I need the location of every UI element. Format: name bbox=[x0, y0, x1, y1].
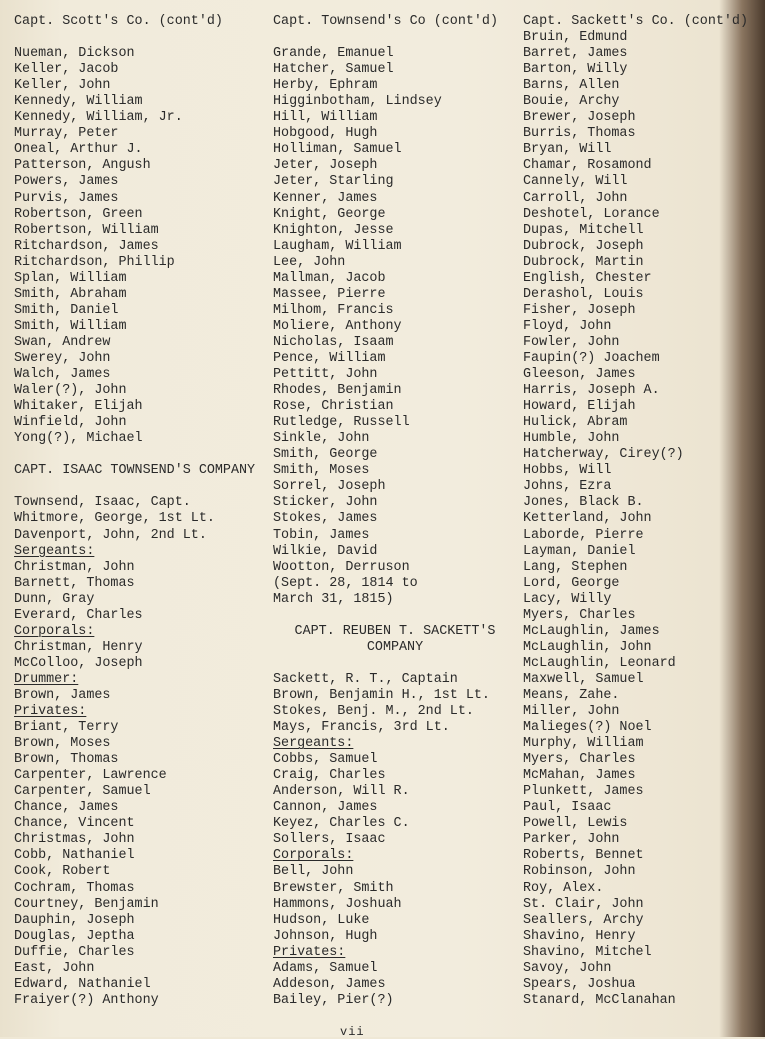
roster-entry: Myers, Charles bbox=[523, 752, 636, 768]
roster-entry: Maxwell, Samuel bbox=[523, 671, 644, 687]
roster-entry: Holliman, Samuel bbox=[273, 142, 402, 158]
column-heading: Capt. Sackett's Co. (cont'd) bbox=[523, 14, 748, 29]
roster-entry: Lacy, Willy bbox=[523, 591, 612, 607]
roster-entry: Humble, John bbox=[523, 431, 620, 447]
roster-entry: Lord, George bbox=[523, 575, 620, 591]
roster-entry: Jeter, Starling bbox=[273, 174, 394, 190]
roster-entry: Stanard, McClanahan bbox=[523, 992, 676, 1008]
rank-heading: Sergeants: bbox=[273, 736, 354, 752]
roster-entry: Murphy, William bbox=[523, 736, 644, 752]
roster-entry: Sackett, R. T., Captain bbox=[273, 671, 458, 687]
roster-entry: Seallers, Archy bbox=[523, 912, 644, 928]
roster-entry: Swan, Andrew bbox=[14, 334, 111, 350]
roster-entry: Waler(?), John bbox=[14, 383, 127, 399]
roster-entry: Brown, James bbox=[14, 687, 111, 703]
roster-entry: Davenport, John, 2nd Lt. bbox=[14, 527, 207, 543]
column-right bbox=[523, 14, 749, 1009]
roster-entry: Bouie, Archy bbox=[523, 94, 620, 110]
roster-entry: Harris, Joseph A. bbox=[523, 383, 660, 399]
roster-entry: Chance, Vincent bbox=[14, 816, 135, 832]
roster-entry: Tobin, James bbox=[273, 527, 370, 543]
roster-entry: Howard, Elijah bbox=[523, 399, 636, 415]
roster-entry: Lee, John bbox=[273, 254, 346, 270]
roster-entry: Walch, James bbox=[14, 367, 111, 383]
roster-entry: Jones, Black B. bbox=[523, 495, 644, 511]
roster-entry: Courtney, Benjamin bbox=[14, 896, 159, 912]
blank-line bbox=[14, 30, 264, 46]
roster-entry: Cochram, Thomas bbox=[14, 880, 135, 896]
roster-entry: McLaughlin, Leonard bbox=[523, 655, 676, 671]
roster-entry: Shavino, Mitchel bbox=[523, 944, 652, 960]
roster-entry: Smith, William bbox=[14, 318, 127, 334]
roster-entry: Malieges(?) Noel bbox=[523, 720, 652, 736]
roster-entry: Sinkle, John bbox=[273, 431, 370, 447]
roster-entry: Nueman, Dickson bbox=[14, 46, 135, 62]
column-middle bbox=[273, 14, 517, 1009]
roster-entry: March 31, 1815) bbox=[273, 591, 394, 607]
roster-entry: Anderson, Will R. bbox=[273, 784, 410, 800]
roster-entry: Hulick, Abram bbox=[523, 415, 628, 431]
roster-entry: Ketterland, John bbox=[523, 511, 652, 527]
roster-entry: Smith, Moses bbox=[273, 463, 370, 479]
roster-entry: Barton, Willy bbox=[523, 62, 628, 78]
roster-entry: Moliere, Anthony bbox=[273, 318, 402, 334]
roster-entry: Briant, Terry bbox=[14, 720, 119, 736]
roster-entry: Keller, Jacob bbox=[14, 62, 119, 78]
roster-entry: Means, Zahe. bbox=[523, 687, 620, 703]
roster-entry: Cannon, James bbox=[273, 800, 378, 816]
rank-heading: Corporals: bbox=[14, 623, 95, 639]
roster-entry: Mallman, Jacob bbox=[273, 270, 386, 286]
roster-entry: McColloo, Joseph bbox=[14, 655, 143, 671]
roster-entry: Savoy, John bbox=[523, 960, 612, 976]
roster-entry: Brown, Thomas bbox=[14, 752, 119, 768]
roster-entry: Chance, James bbox=[14, 800, 119, 816]
roster-entry: (Sept. 28, 1814 to bbox=[273, 575, 418, 591]
blank-line bbox=[14, 447, 264, 463]
company-heading: CAPT. REUBEN T. SACKETT'S bbox=[294, 623, 496, 639]
roster-entry: Brewster, Smith bbox=[273, 880, 394, 896]
page-number: vii bbox=[340, 1025, 365, 1039]
roster-entry: Barns, Allen bbox=[523, 78, 620, 94]
roster-entry: Murray, Peter bbox=[14, 126, 119, 142]
roster-entry: Dauphin, Joseph bbox=[14, 912, 135, 928]
rank-heading: Privates: bbox=[273, 944, 346, 960]
roster-entry: Splan, William bbox=[14, 270, 127, 286]
rank-heading: Privates: bbox=[14, 704, 87, 720]
roster-entry: Cobb, Nathaniel bbox=[14, 848, 135, 864]
roster-entry: Spears, Joshua bbox=[523, 976, 636, 992]
blank-line bbox=[273, 30, 517, 46]
column-heading: Capt. Townsend's Co (cont'd) bbox=[273, 14, 498, 29]
roster-entry: Faupin(?) Joachem bbox=[523, 350, 660, 366]
roster-entry: Myers, Charles bbox=[523, 607, 636, 623]
roster-entry: Layman, Daniel bbox=[523, 543, 636, 559]
roster-entry: East, John bbox=[14, 960, 95, 976]
roster-entry: Fraiyer(?) Anthony bbox=[14, 992, 159, 1008]
roster-entry: Ritchardson, Phillip bbox=[14, 254, 175, 270]
roster-entry: Paul, Isaac bbox=[523, 800, 612, 816]
roster-entry: Johns, Ezra bbox=[523, 479, 612, 495]
roster-entry: Kennedy, William, Jr. bbox=[14, 110, 183, 126]
roster-entry: Keyez, Charles C. bbox=[273, 816, 410, 832]
rank-heading: Corporals: bbox=[273, 848, 354, 864]
column-left bbox=[14, 14, 264, 1009]
roster-entry: Hill, William bbox=[273, 110, 378, 126]
blank-line bbox=[273, 656, 517, 672]
roster-entry: Dunn, Gray bbox=[14, 591, 95, 607]
roster-entry: Sollers, Isaac bbox=[273, 832, 386, 848]
roster-entry: Kenner, James bbox=[273, 190, 378, 206]
roster-entry: Dubrock, Martin bbox=[523, 254, 644, 270]
roster-entry: Hobgood, Hugh bbox=[273, 126, 378, 142]
roster-entry: Rose, Christian bbox=[273, 399, 394, 415]
roster-entry: Higginbotham, Lindsey bbox=[273, 94, 442, 110]
roster-entry: Robertson, William bbox=[14, 222, 159, 238]
roster-entry: Everard, Charles bbox=[14, 607, 143, 623]
roster-entry: Bruin, Edmund bbox=[523, 30, 628, 46]
roster-entry: Stokes, James bbox=[273, 511, 378, 527]
roster-entry: Dupas, Mitchell bbox=[523, 222, 644, 238]
roster-entry: Barret, James bbox=[523, 46, 628, 62]
company-heading: COMPANY bbox=[366, 639, 424, 655]
roster-entry: Plunkett, James bbox=[523, 784, 644, 800]
roster-entry: Fowler, John bbox=[523, 334, 620, 350]
roster-entry: Wootton, Derruson bbox=[273, 559, 410, 575]
roster-entry: Winfield, John bbox=[14, 415, 127, 431]
roster-entry: Robertson, Green bbox=[14, 206, 143, 222]
roster-entry: Roy, Alex. bbox=[523, 880, 604, 896]
roster-entry: Keller, John bbox=[14, 78, 111, 94]
column-heading: Capt. Scott's Co. (cont'd) bbox=[14, 14, 223, 29]
rank-heading: Drummer: bbox=[14, 671, 79, 687]
roster-entry: Johnson, Hugh bbox=[273, 928, 378, 944]
roster-entry: Whitaker, Elijah bbox=[14, 399, 143, 415]
roster-entry: Swerey, John bbox=[14, 350, 111, 366]
blank-line bbox=[14, 479, 264, 495]
roster-entry: Miller, John bbox=[523, 704, 620, 720]
roster-entry: Robinson, John bbox=[523, 864, 636, 880]
roster-entry: English, Chester bbox=[523, 270, 652, 286]
roster-entry: Rutledge, Russell bbox=[273, 415, 410, 431]
company-heading: CAPT. ISAAC TOWNSEND'S COMPANY bbox=[14, 463, 256, 479]
roster-entry: Lang, Stephen bbox=[523, 559, 628, 575]
roster-entry: Barnett, Thomas bbox=[14, 575, 135, 591]
roster-entry: Burris, Thomas bbox=[523, 126, 636, 142]
roster-entry: Smith, Abraham bbox=[14, 286, 127, 302]
roster-entry: Roberts, Bennet bbox=[523, 848, 644, 864]
roster-entry: Cook, Robert bbox=[14, 864, 111, 880]
roster-entry: Knight, George bbox=[273, 206, 386, 222]
roster-entry: Purvis, James bbox=[14, 190, 119, 206]
roster-entry: Chamar, Rosamond bbox=[523, 158, 652, 174]
roster-entry: Smith, George bbox=[273, 447, 378, 463]
roster-entry: Jeter, Joseph bbox=[273, 158, 378, 174]
roster-entry: Kennedy, William bbox=[14, 94, 143, 110]
roster-entry: Adams, Samuel bbox=[273, 960, 378, 976]
roster-entry: Shavino, Henry bbox=[523, 928, 636, 944]
roster-entry: Gleeson, James bbox=[523, 367, 636, 383]
roster-entry: Hatcher, Samuel bbox=[273, 62, 394, 78]
roster-entry: Derashol, Louis bbox=[523, 286, 644, 302]
roster-entry: Laugham, William bbox=[273, 238, 402, 254]
roster-entry: Smith, Daniel bbox=[14, 302, 119, 318]
roster-entry: Nicholas, Isaam bbox=[273, 334, 394, 350]
roster-entry: Brewer, Joseph bbox=[523, 110, 636, 126]
roster-entry: Stokes, Benj. M., 2nd Lt. bbox=[273, 704, 474, 720]
roster-entry: Milhom, Francis bbox=[273, 302, 394, 318]
roster-entry: St. Clair, John bbox=[523, 896, 644, 912]
roster-entry: Edward, Nathaniel bbox=[14, 976, 151, 992]
roster-entry: Christman, Henry bbox=[14, 639, 143, 655]
roster-entry: Wilkie, David bbox=[273, 543, 378, 559]
roster-entry: Dubrock, Joseph bbox=[523, 238, 644, 254]
roster-entry: Brown, Moses bbox=[14, 736, 111, 752]
roster-entry: Cannely, Will bbox=[523, 174, 628, 190]
roster-entry: Sorrel, Joseph bbox=[273, 479, 386, 495]
roster-entry: Oneal, Arthur J. bbox=[14, 142, 143, 158]
roster-entry: Whitmore, George, 1st Lt. bbox=[14, 511, 215, 527]
roster-entry: Townsend, Isaac, Capt. bbox=[14, 495, 191, 511]
roster-entry: Parker, John bbox=[523, 832, 620, 848]
blank-line bbox=[273, 608, 517, 624]
roster-entry: Addeson, James bbox=[273, 976, 386, 992]
roster-entry: Powell, Lewis bbox=[523, 816, 628, 832]
roster-entry: Hammons, Joshuah bbox=[273, 896, 402, 912]
roster-entry: McLaughlin, John bbox=[523, 639, 652, 655]
roster-entry: McLaughlin, James bbox=[523, 623, 660, 639]
roster-entry: Mays, Francis, 3rd Lt. bbox=[273, 720, 450, 736]
roster-entry: Massee, Pierre bbox=[273, 286, 386, 302]
roster-entry: Bryan, Will bbox=[523, 142, 612, 158]
roster-entry: Carpenter, Samuel bbox=[14, 784, 151, 800]
roster-entry: Bailey, Pier(?) bbox=[273, 992, 394, 1008]
roster-entry: Pettitt, John bbox=[273, 367, 378, 383]
roster-entry: McMahan, James bbox=[523, 768, 636, 784]
roster-entry: Ritchardson, James bbox=[14, 238, 159, 254]
roster-entry: Sticker, John bbox=[273, 495, 378, 511]
roster-entry: Duffie, Charles bbox=[14, 944, 135, 960]
roster-entry: Patterson, Angush bbox=[14, 158, 151, 174]
roster-entry: Yong(?), Michael bbox=[14, 431, 143, 447]
roster-entry: Hobbs, Will bbox=[523, 463, 612, 479]
roster-entry: Herby, Ephram bbox=[273, 78, 378, 94]
roster-entry: Knighton, Jesse bbox=[273, 222, 394, 238]
roster-entry: Fisher, Joseph bbox=[523, 302, 636, 318]
roster-entry: Christman, John bbox=[14, 559, 135, 575]
roster-entry: Hatcherway, Cirey(?) bbox=[523, 447, 684, 463]
roster-entry: Carroll, John bbox=[523, 190, 628, 206]
roster-entry: Christmas, John bbox=[14, 832, 135, 848]
roster-entry: Deshotel, Lorance bbox=[523, 206, 660, 222]
roster-entry: Douglas, Jeptha bbox=[14, 928, 135, 944]
roster-entry: Craig, Charles bbox=[273, 768, 386, 784]
roster-entry: Hudson, Luke bbox=[273, 912, 370, 928]
roster-entry: Rhodes, Benjamin bbox=[273, 383, 402, 399]
roster-entry: Cobbs, Samuel bbox=[273, 752, 378, 768]
roster-entry: Bell, John bbox=[273, 864, 354, 880]
roster-entry: Floyd, John bbox=[523, 318, 612, 334]
roster-entry: Pence, William bbox=[273, 350, 386, 366]
roster-entry: Grande, Emanuel bbox=[273, 46, 394, 62]
rank-heading: Sergeants: bbox=[14, 543, 95, 559]
roster-entry: Carpenter, Lawrence bbox=[14, 768, 167, 784]
roster-entry: Brown, Benjamin H., 1st Lt. bbox=[273, 687, 490, 703]
roster-entry: Laborde, Pierre bbox=[523, 527, 644, 543]
roster-entry: Powers, James bbox=[14, 174, 119, 190]
